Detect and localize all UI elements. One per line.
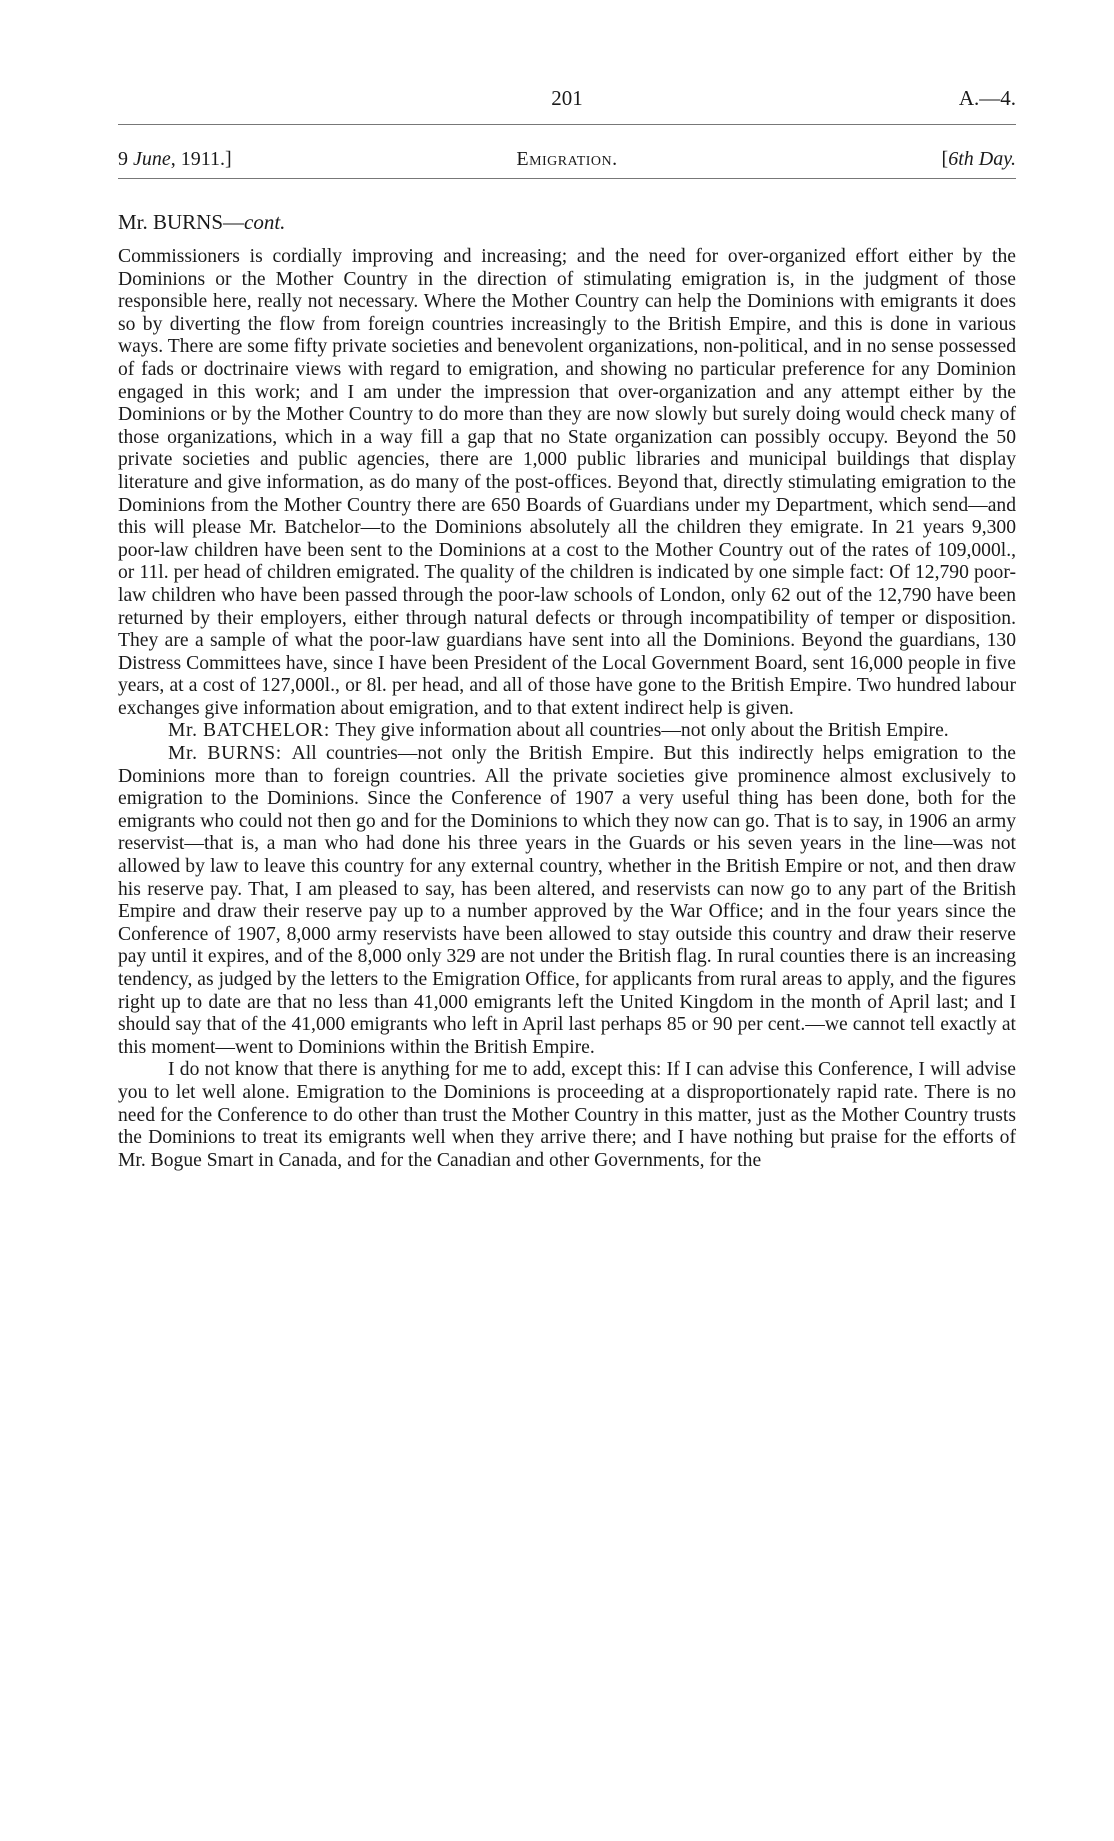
page-number: 201 [551,86,583,110]
header-date-month: June [133,148,171,170]
paragraph-4: I do not know that there is anything for me to add, except this: If I can advise this Conference, I will advise you to let well alone. Emigration to the Dominions is proceeding at a disproportionately rapid rate. There is no need for the Conference to do other than trust the Mother Country in this matter, just as the Mother Country trusts the Dominions to treat its emigrants well when they arrive there; and I have nothing but praise for the efforts of Mr. Bogue Smart in Canada, and for the Canadian and other Governments, for the [118,1059,1016,1171]
paragraph-3 [118,743,1016,1059]
paragraph-2 [118,720,1016,743]
header-rule-bottom [118,178,1016,179]
speaker-heading-name: Mr. BURNS— [118,210,245,234]
header-day [942,148,1016,171]
header-day-label: 6th Day. [948,148,1016,170]
paper-reference: A.—4. [958,86,1016,110]
paragraph-2-text: They give information about all countries—not only about the British Empire. [335,720,949,742]
header-date-day: 9 [118,148,133,170]
paragraph-1: Commissioners is cordially improving and increasing; and the need for over-organized effort either by the Dominions or the Mother Country in the direction of stimulating emigration is, in the judgment of those responsible here, really not necessary. Where the Mother Country can help the Dominions with emigrants it does so by diverting the flow from foreign countries increasingly to the British Empire, and this is done in various ways. There are some fifty private societies and benevolent organizations, non-political, and in no sense possessed of fads or doctrinaire views with regard to emigration, and showing no particular preference for any Dominion engaged in this work; and I am under the impression that over-organization and any attempt either by the Dominions or by the Mother Country to do more than they are now slowly but surely doing would check many of those organizations, which in a way fill a gap that no State organization can possibly occupy. Beyond the 50 private societies and public agencies, there are 1,000 public libraries and municipal buildings that display literature and give information, as do many of the post-offices. Beyond that, directly stimulating emigration to the Dominions from the Mother Country there are 650 Boards of Guardians under my Department, which send—and this will please Mr. Batchelor—to the Dominions absolutely all the children they emigrate. In 21 years 9,300 poor-law children have been sent to the Dominions at a cost to the Mother Country out of the rates of 109,000l., or 11l. per head of children emigrated. The quality of the children is indicated by one simple fact: Of 12,790 poor-law children who have been passed through the poor-law schools of London, only 62 out of the 12,790 have been returned by their employers, either through natural defects or through incompatibility of temper or disposition. They are a sample of what the poor-law guardians have sent into all the Dominions. Beyond the guardians, 130 Distress Committees have, since I have been President of the Local Government Board, sent 16,000 people in five years, at a cost of 127,000l., or 8l. per head, and all of those have gone to the British Empire. Two hundred labour exchanges give information about emigration, and to that extent indirect help is given. [118,246,1016,719]
body-text [118,246,1016,1172]
header-rule-top [118,124,1016,125]
header-date-year: , 1911.] [170,148,232,170]
paragraph-2-speaker: Mr. BATCHELOR: [168,720,336,742]
header-title: Emigration. [516,148,618,170]
paragraph-3-text: All countries—not only the British Empire. But this indirectly helps emigration to the Dominions more than to foreign countries. All the private societies give prominence almost exclusively to emigration to the Dominions. Since the Conference of 1907 a very useful thing has been done, both for the emigrants who could not then go and for the Dominions to which they now can go. That is to say, in 1906 an army reservist—that is, a man who had done his three years in the Guards or his seven years in the line—was not allowed by law to leave this country for any external country, whether in the British Empire or not, and then draw his reserve pay. That, I am pleased to say, has been altered, and reservists can now go to any part of the British Empire and draw their reserve pay up to a number approved by the War Office; and in the four years since the Conference of 1907, 8,000 army reservists have been allowed to stay outside this country and draw their reserve pay until it expires, and of the 8,000 only 329 are not under the British flag. In rural counties there is an increasing tendency, as judged by the letters to the Emigration Office, for applicants from rural areas to apply, and the figures right up to date are that no less than 41,000 emigrants left the United Kingdom in the month of April last; and I should say that of the 41,000 emigrants who left in April last perhaps 85 or 90 per cent.—we cannot tell exactly at this moment—went to Dominions within the British Empire. [118,743,1016,1058]
speaker-heading [118,210,285,235]
header-day-bracket: [ [941,148,949,170]
running-header [118,148,1016,176]
paragraph-3-speaker: Mr. BURNS: [168,743,292,765]
top-line [118,86,1016,116]
speaker-heading-cont: cont. [244,210,286,234]
